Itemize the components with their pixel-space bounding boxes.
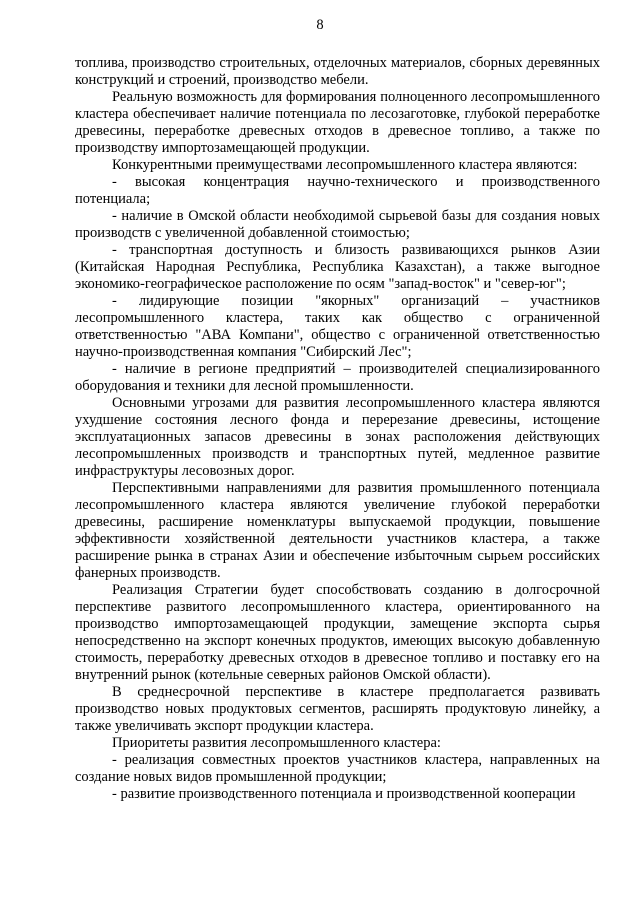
list-item-advantage-1: - высокая концентрация научно-технического и производственного потенциала; [75, 174, 600, 207]
paragraph-cluster-potential: Реальную возможность для формирования полноценного лесопромышленного кластера обеспечивает наличие потенциала по лесозаготовке, глубокой переработке древесины, переработке древесных отходов в древесное топливо, а также по производству импортозамещающей продукции. [75, 89, 600, 156]
paragraph-priorities-heading: Приоритеты развития лесопромышленного кластера: [112, 735, 441, 751]
list-item-advantage-5: - наличие в регионе предприятий – производителей специализированного оборудования и техники для лесной промышленности. [75, 361, 600, 394]
list-item-advantage-3: - транспортная доступность и близость развивающихся рынков Азии (Китайская Народная Республика, Республика Казахстан), а также выгодное экономико-географическое расположение по осям "запад-восток" и "север-юг"; [75, 242, 600, 292]
paragraph-continuation: топлива, производство строительных, отделочных материалов, сборных деревянных конструкций и строений, производство мебели. [75, 55, 600, 88]
list-item-priority-1: - реализация совместных проектов участников кластера, направленных на создание новых видов промышленной продукции; [75, 752, 600, 785]
page-number: 8 [316, 17, 324, 33]
paragraph-threats: Основными угрозами для развития лесопромышленного кластера являются ухудшение состояния лесного фонда и перерезание древесины, истощение эксплуатационных запасов древесины в зонах расположения действующих лесопромышленных производств и транспортных путей, медленное развитие инфраструктуры лесовозных дорог. [75, 395, 600, 479]
list-item-advantage-2: - наличие в Омской области необходимой сырьевой базы для создания новых производств с увеличенной добавленной стоимостью; [75, 208, 600, 241]
list-item-advantage-4: - лидирующие позиции "якорных" организаций – участников лесопромышленного кластера, таких как общество с ограниченной ответственностью "АВА Компани", общество с ограниченной ответственностью научно-производственная компания "Сибирский Лес"; [75, 293, 600, 360]
list-item-priority-2: - развитие производственного потенциала и производственной кооперации [112, 786, 576, 802]
paragraph-strategy: Реализация Стратегии будет способствовать созданию в долгосрочной перспективе развитого лесопромышленного кластера, ориентированного на производство импортозамещающей продукции, замещение экспорта сырья непосредственно на экспорт конечных продуктов, имеющих высокую добавленную стоимость, переработку древесных отходов в древесное топливо и поставку его на внутренний рынок (котельные северных районов Омской области). [75, 582, 600, 683]
document-body [75, 55, 600, 803]
paragraph-advantages-heading: Конкурентными преимуществами лесопромышленного кластера являются: [112, 157, 578, 173]
paragraph-prospects: Перспективными направлениями для развития промышленного потенциала лесопромышленного кластера являются увеличение глубокой переработки древесины, расширение номенклатуры выпускаемой продукции, повышение эффективности хозяйственной деятельности участников кластера, а также расширение рынка в странах Азии и обеспечение избыточным сырьем российских фанерных производств. [75, 480, 600, 581]
paragraph-medium-term: В среднесрочной перспективе в кластере предполагается развивать производство новых продуктовых сегментов, расширять продуктовую линейку, а также увеличивать экспорт продукции кластера. [75, 684, 600, 734]
